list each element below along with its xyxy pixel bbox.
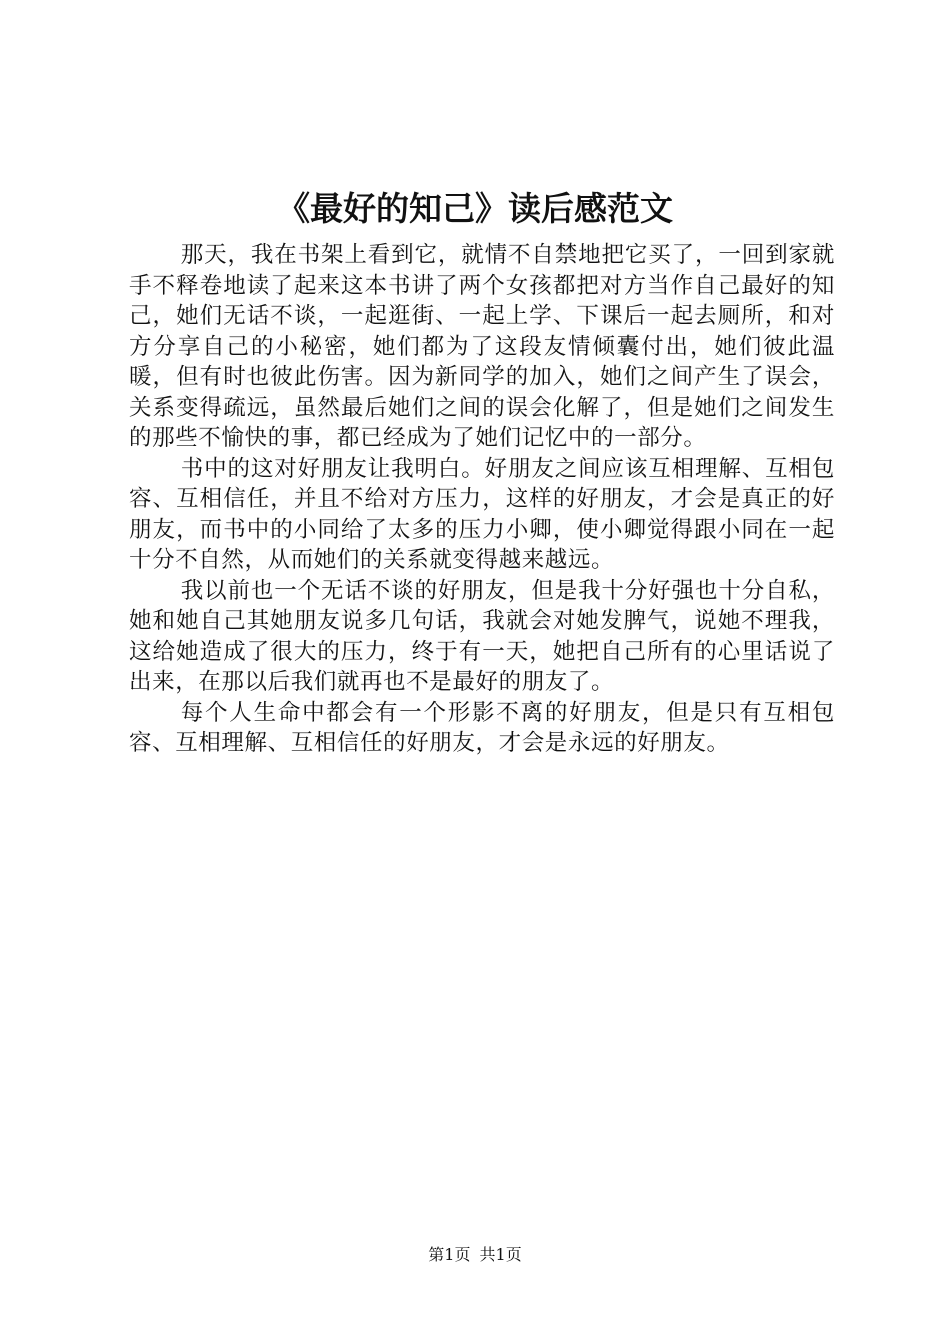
document-title: 《最好的知己》读后感范文 <box>277 189 673 228</box>
page-total: 共1页 <box>479 1245 522 1264</box>
document-body <box>129 240 835 759</box>
paragraph-1: 那天，我在书架上看到它，就情不自禁地把它买了，一回到家就手不释卷地读了起来这本书讲了两个女孩都把对方当作自己最好的知己，她们无话不谈，一起逛街、一起上学、下课后一起去厕所，和对方分享自己的小秘密，她们都为了这段友情倾囊付出，她们彼此温暖，但有时也彼此伤害。因为新同学的加入，她们之间产生了误会，关系变得疏远，虽然最后她们之间的误会化解了，但是她们之间发生的那些不愉快的事，都已经成为了她们记忆中的一部分。 <box>129 242 835 451</box>
paragraph-2: 书中的这对好朋友让我明白。好朋友之间应该互相理解、互相包容、互相信任，并且不给对方压力，这样的好朋友，才会是真正的好朋友，而书中的小同给了太多的压力小卿，使小卿觉得跟小同在一起十分不自然，从而她们的关系就变得越来越远。 <box>129 455 835 573</box>
paragraph-3: 我以前也一个无话不谈的好朋友，但是我十分好强也十分自私，她和她自己其她朋友说多几句话，我就会对她发脾气，说她不理我，这给她造成了很大的压力，终于有一天，她把自己所有的心里话说了出来，在那以后我们就再也不是最好的朋友了。 <box>129 577 835 695</box>
page-footer <box>0 1244 950 1266</box>
page-number: 第1页 <box>428 1245 471 1264</box>
paragraph-4: 每个人生命中都会有一个形影不离的好朋友，但是只有互相包容、互相理解、互相信任的好朋友，才会是永远的好朋友。 <box>129 699 835 756</box>
